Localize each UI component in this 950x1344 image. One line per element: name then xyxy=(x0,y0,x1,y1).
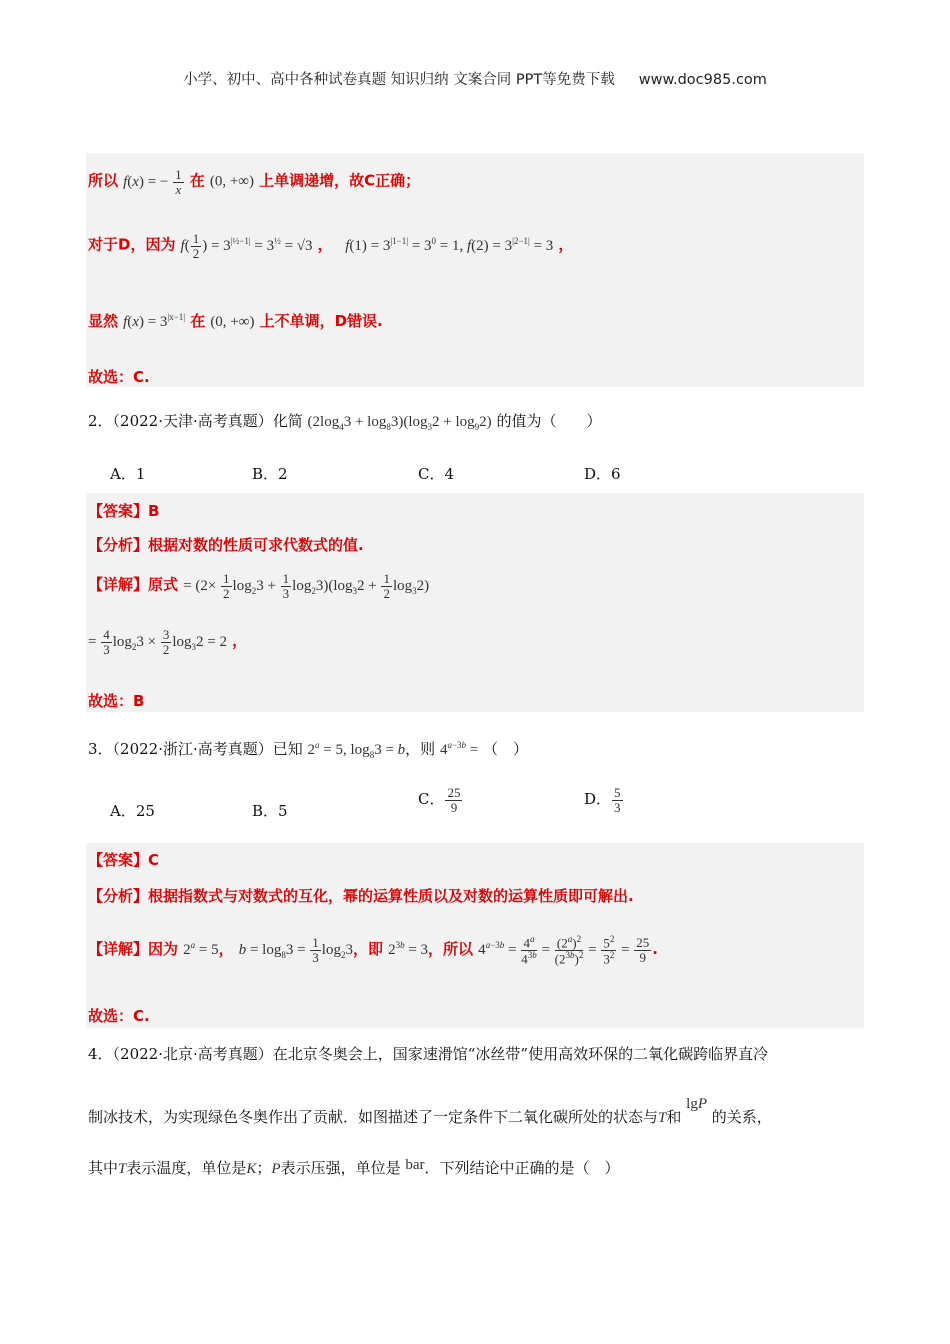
header-url[interactable]: www.doc985.com xyxy=(638,72,767,88)
formula-f1-f2: $f(1) = 3^{|1-1|} = 3^0 = 1$, $f(2) = 3^{|2-1|} = 3$ xyxy=(345,235,554,254)
q3-choose: 故选：C. xyxy=(88,1007,150,1025)
q2-detail-2: = $\frac{4}{3}$ $\log_23$ × $\frac{3}{2}$ $\log_32 = 2$ ， xyxy=(88,627,248,657)
interval-0-inf-2: (0, +∞) xyxy=(210,314,255,330)
q3-option-d-frac: $\frac{5}{3}$ xyxy=(614,785,621,815)
q4-line-2: 制冰技术，为实现绿色冬奥作出了贡献．如图描述了一定条件下二氧化碳所处的状态与T和 lgP 的关系， xyxy=(88,1096,772,1126)
q4-lgP: lgP xyxy=(686,1096,707,1112)
formula-f-neg-recip: f(x) = − $\frac{1}{x}$ xyxy=(123,167,182,197)
q3-analysis: 【分析】根据指数式与对数式的互化，幂的运算性质以及对数的运算性质即可解出. xyxy=(88,887,634,905)
q2-solution-box xyxy=(86,493,864,712)
q2-choose: 故选：B xyxy=(88,692,145,710)
q3-option-c-frac: $\frac{25}{9}$ xyxy=(447,785,461,815)
q2-option-d[interactable]: D．6 xyxy=(584,465,621,483)
q2-option-b[interactable]: B．2 xyxy=(252,465,288,483)
q2-answer: 【答案】B xyxy=(88,502,160,520)
q1-line-2: 对于D，因为 f( $\frac{1}{2}$ ) = $3^{|\frac{1}{2}-1|} = 3^{\frac{1}{2}} = √3$ ， $f(1) = 3^{|1-1|} = 3^0 = 1$, $f(2) = 3^{|2-1|} = 3$ ， xyxy=(88,231,574,261)
page-header xyxy=(0,68,950,89)
q2-analysis: 【分析】根据对数的性质可求代数式的值. xyxy=(88,536,364,554)
q3-stem: 3．（2022·浙江·高考真题）已知 $2^a = 5$, $\log_83 = b$，则 $4^{a-3b}$ = （ ） xyxy=(88,740,529,760)
q3-detail-f1: $2^a = 5$ xyxy=(183,939,219,958)
q1-line-3: 显然 $f(x) = 3^{|x-1|}$ 在 (0, +∞) 上不单调，D错误. xyxy=(88,312,383,330)
q4-line-3: 其中T表示温度，单位是K；P表示压强，单位是 bar．下列结论中正确的是（ ） xyxy=(88,1157,620,1177)
q2-detail-formula-1: = (2× $\frac{1}{2}$ $\log_23$ + $\frac{1}{3}$ $\log_23)(\log_32$ + $\frac{1}{2}$ $\log_32$) xyxy=(183,571,430,601)
q4-line-1: 4．（2022·北京·高考真题）在北京冬奥会上，国家速滑馆“冰丝带”使用高效环保的二氧化碳跨临界直冷 xyxy=(88,1045,769,1063)
header-text: 小学、初中、高中各种试卷真题 知识归纳 文案合同 PPT等免费下载 xyxy=(183,72,615,88)
q2-stem: 2．（2022·天津·高考真题）化简 $(2\log_43 + \log_83)(\log_32 + \log_92)$ 的值为（ ） xyxy=(88,412,602,432)
q3-option-d[interactable]: D． $\frac{5}{3}$ xyxy=(584,785,621,815)
q2-detail-formula-2: = $\frac{4}{3}$ $\log_23$ × $\frac{3}{2}$ $\log_32 = 2$ xyxy=(88,627,227,657)
formula-f-abs: $f(x) = 3^{|x-1|}$ xyxy=(123,312,186,330)
q1-line-1: 所以 f(x) = − $\frac{1}{x}$ 在 (0, +∞) 上单调递增，故C正确； xyxy=(88,167,421,197)
q3-given: $2^a = 5$, $\log_83 = b$ xyxy=(307,740,406,760)
q1-choose: 故选：C. xyxy=(88,368,150,386)
q2-option-c[interactable]: C．4 xyxy=(418,465,455,483)
q3-detail: 【详解】因为 $2^a = 5$， $b = \log_83$ = $\frac{1}{3}$ $\log_23$，即 $2^{3b} = 3$，所以 $4^{a-3b}$ = $\frac{4^a}{4^{3b}}$ = $\frac{(2^a)^2}{(2^{3b})^2}$ = $\frac{5^2}{3^2}$ = $\frac{25}{9}$ . xyxy=(88,934,658,967)
formula-f-half: f( $\frac{1}{2}$ ) = $3^{|\frac{1}{2}-1|} = 3^{\frac{1}{2}} = √3$ xyxy=(180,231,313,261)
interval-0-inf: (0, +∞) xyxy=(209,173,254,190)
q3-detail-f4: $4^{a-3b}$ = $\frac{4^a}{4^{3b}}$ = $\frac{(2^a)^2}{(2^{3b})^2}$ = $\frac{5^2}{3^2}$ = $\frac{25}{9}$ xyxy=(478,934,650,967)
q3-option-c[interactable]: C． $\frac{25}{9}$ xyxy=(418,785,461,815)
q3-detail-f2: $b = \log_83$ = $\frac{1}{3}$ $\log_23$ xyxy=(238,935,353,965)
q2-option-a[interactable]: A．1 xyxy=(110,465,146,483)
q3-target: $4^{a-3b}$ = xyxy=(439,740,479,758)
q3-option-b[interactable]: B．5 xyxy=(252,802,288,820)
q3-answer: 【答案】C xyxy=(88,851,160,869)
q2-detail-1: 【详解】原式 = (2× $\frac{1}{2}$ $\log_23$ + $\frac{1}{3}$ $\log_23)(\log_32$ + $\frac{1}{2}$ $\log_32$) xyxy=(88,571,430,601)
q3-option-a[interactable]: A．25 xyxy=(110,802,155,820)
q2-expression: $(2\log_43 + \log_83)(\log_32 + \log_92)$ xyxy=(307,414,492,432)
q3-detail-f3: $2^{3b} = 3$ xyxy=(388,939,429,958)
